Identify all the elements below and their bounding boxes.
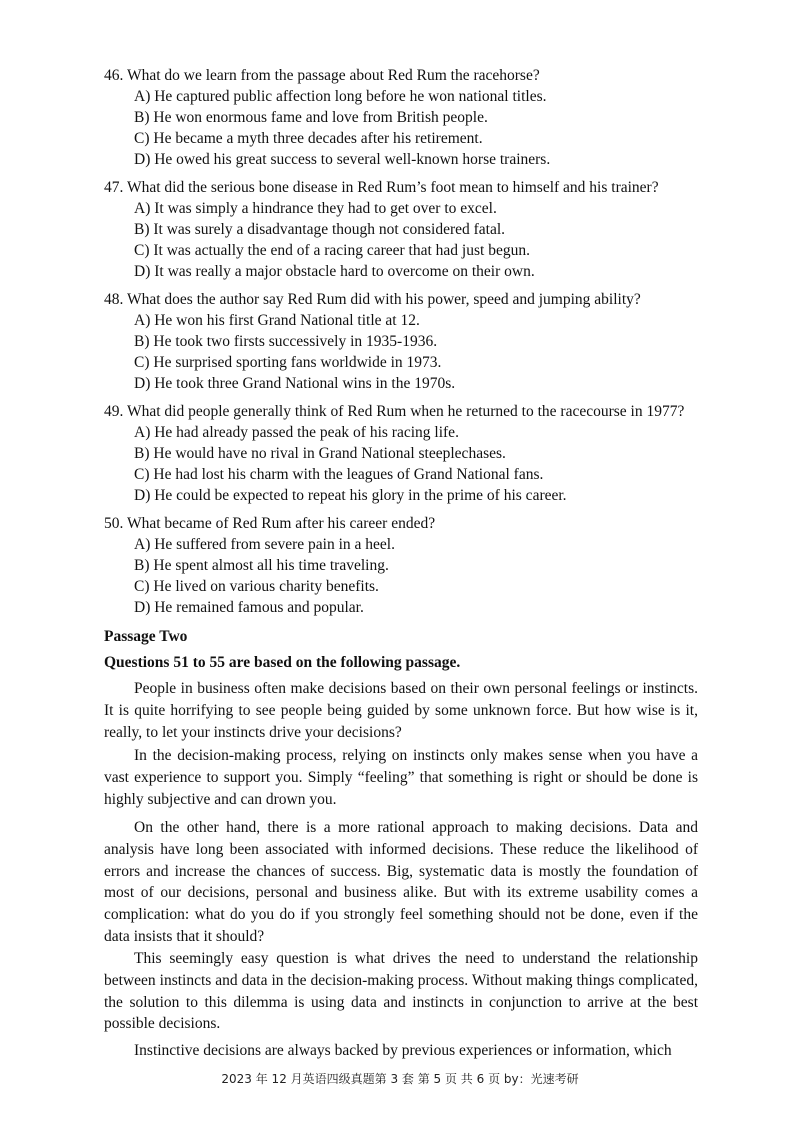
option-d: D) He remained famous and popular. [134,599,364,616]
option-c: C) It was actually the end of a racing career that had just begun. [134,242,530,259]
option-b: B) He won enormous fame and love from British people. [134,109,488,126]
question-46 [104,65,724,170]
question-49 [104,401,724,506]
option-d: D) It was really a major obstacle hard to overcome on their own. [134,263,535,280]
option-d: D) He could be expected to repeat his glory in the prime of his career. [134,487,567,504]
passage-paragraph-1: People in business often make decisions based on their own personal feelings or instincts. It is quite horrifying to see people being guided by some unknown force. But how wise is it, really, to let your instincts drive your decisions? [104,680,698,741]
page-footer: 2023 年 12 月英语四级真题第 3 套 第 5 页 共 6 页 by：光速考研 [221,1072,579,1086]
question-stem: 48. What does the author say Red Rum did with his power, speed and jumping ability? [104,291,641,308]
option-c: C) He became a myth three decades after his retirement. [134,130,483,147]
passage-paragraph-5: Instinctive decisions are always backed by previous experiences or information, which [134,1042,672,1059]
passage-paragraph-3: On the other hand, there is a more rational approach to making decisions. Data and analysis have long been associated with informed decisions. These reduce the likelihood of errors and increase the chances of success. Big, systematic data is mostly the foundation of most of our decisions, personal and business alike. But with its extreme usability comes a complication: what do you do if you strongly feel something should not be done, even if the data insists that it should? [104,819,698,945]
option-b: B) He took two firsts successively in 1935-1936. [134,333,438,350]
option-b: B) He would have no rival in Grand National steeplechases. [134,445,506,462]
option-a: A) He had already passed the peak of his racing life. [134,424,459,441]
option-a: A) It was simply a hindrance they had to get over to excel. [134,200,497,217]
passage-instruction: Questions 51 to 55 are based on the following passage. [104,654,461,671]
passage-title: Passage Two [104,628,188,645]
passage-paragraph-4: This seemingly easy question is what drives the need to understand the relationship between instincts and data in the decision-making process. Without making things complicated, the solution to this dilemma is using data and instincts in conjunction to arrive at the best possible decisions. [104,950,698,1033]
option-c: C) He surprised sporting fans worldwide in 1973. [134,354,442,371]
option-d: D) He took three Grand National wins in the 1970s. [134,375,456,392]
question-47 [104,177,724,282]
passage-paragraph-2: In the decision-making process, relying on instincts only makes sense when you have a vast experience to support you. Simply “feeling” that something is right or should be done is highly subjective and can drown you. [104,747,698,808]
question-50 [104,513,724,618]
option-c: C) He had lost his charm with the leagues of Grand National fans. [134,466,544,483]
question-stem: 50. What became of Red Rum after his career ended? [104,515,436,532]
question-stem: 46. What do we learn from the passage about Red Rum the racehorse? [104,67,540,84]
option-a: A) He captured public affection long before he won national titles. [134,88,547,105]
option-a: A) He suffered from severe pain in a heel. [134,536,395,553]
option-a: A) He won his first Grand National title at 12. [134,312,420,329]
option-b: B) He spent almost all his time traveling. [134,557,389,574]
question-stem: 47. What did the serious bone disease in Red Rum’s foot mean to himself and his trainer? [104,179,659,196]
question-stem: 49. What did people generally think of Red Rum when he returned to the racecourse in 1977? [104,403,685,420]
question-48 [104,289,724,394]
option-d: D) He owed his great success to several well-known horse trainers. [134,151,551,168]
option-c: C) He lived on various charity benefits. [134,578,379,595]
option-b: B) It was surely a disadvantage though not considered fatal. [134,221,506,238]
